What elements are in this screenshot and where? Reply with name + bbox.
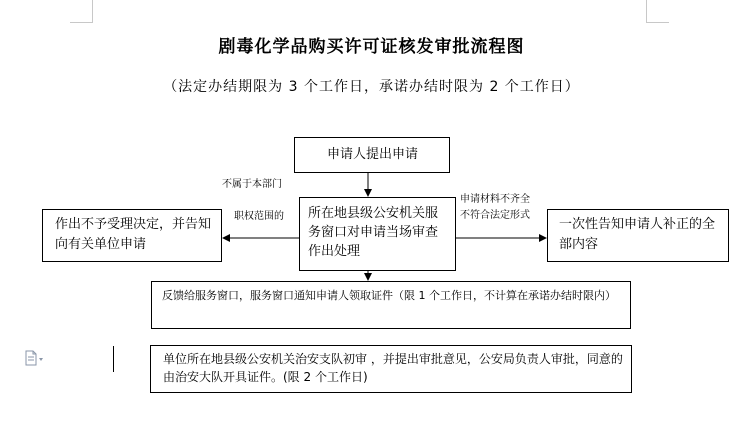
label-format: 不符合法定形式 [460, 210, 530, 221]
document-icon[interactable] [24, 350, 44, 366]
label-not-dept: 不属于本部门 [222, 179, 282, 190]
document-subtitle: （法定办结期限为 3 个工作日，承诺办结时限为 2 个工作日） [163, 79, 580, 95]
node-apply: 申请人提出申请 [294, 137, 450, 173]
node-notify: 一次性告知申请人补正的全部内容 [547, 209, 729, 262]
text-cursor [113, 346, 114, 372]
node-reject: 作出不予受理决定，并告知向有关单位申请 [42, 209, 222, 262]
node-review: 所在地县级公安机关服务窗口对申请当场审查作出处理 [299, 197, 456, 271]
dropdown-arrow-icon [39, 358, 43, 361]
document-title: 剧毒化学品购买许可证核发审批流程图 [218, 37, 525, 57]
label-scope: 职权范围的 [234, 211, 284, 222]
node-feedback: 反馈给服务窗口，服务窗口通知申请人领取证件（限 1 个工作日，不计算在承诺办结时限内） [151, 281, 631, 329]
label-incomplete-format [460, 192, 530, 224]
node-approve[interactable]: 单位所在地县级公安机关治安支队初审 ，并提出审批意见，公安局负责人审批，同意的由治安大队开具证件。(限 2 个工作日) [150, 345, 632, 393]
label-incomplete: 申请材料不齐全 [460, 194, 530, 205]
